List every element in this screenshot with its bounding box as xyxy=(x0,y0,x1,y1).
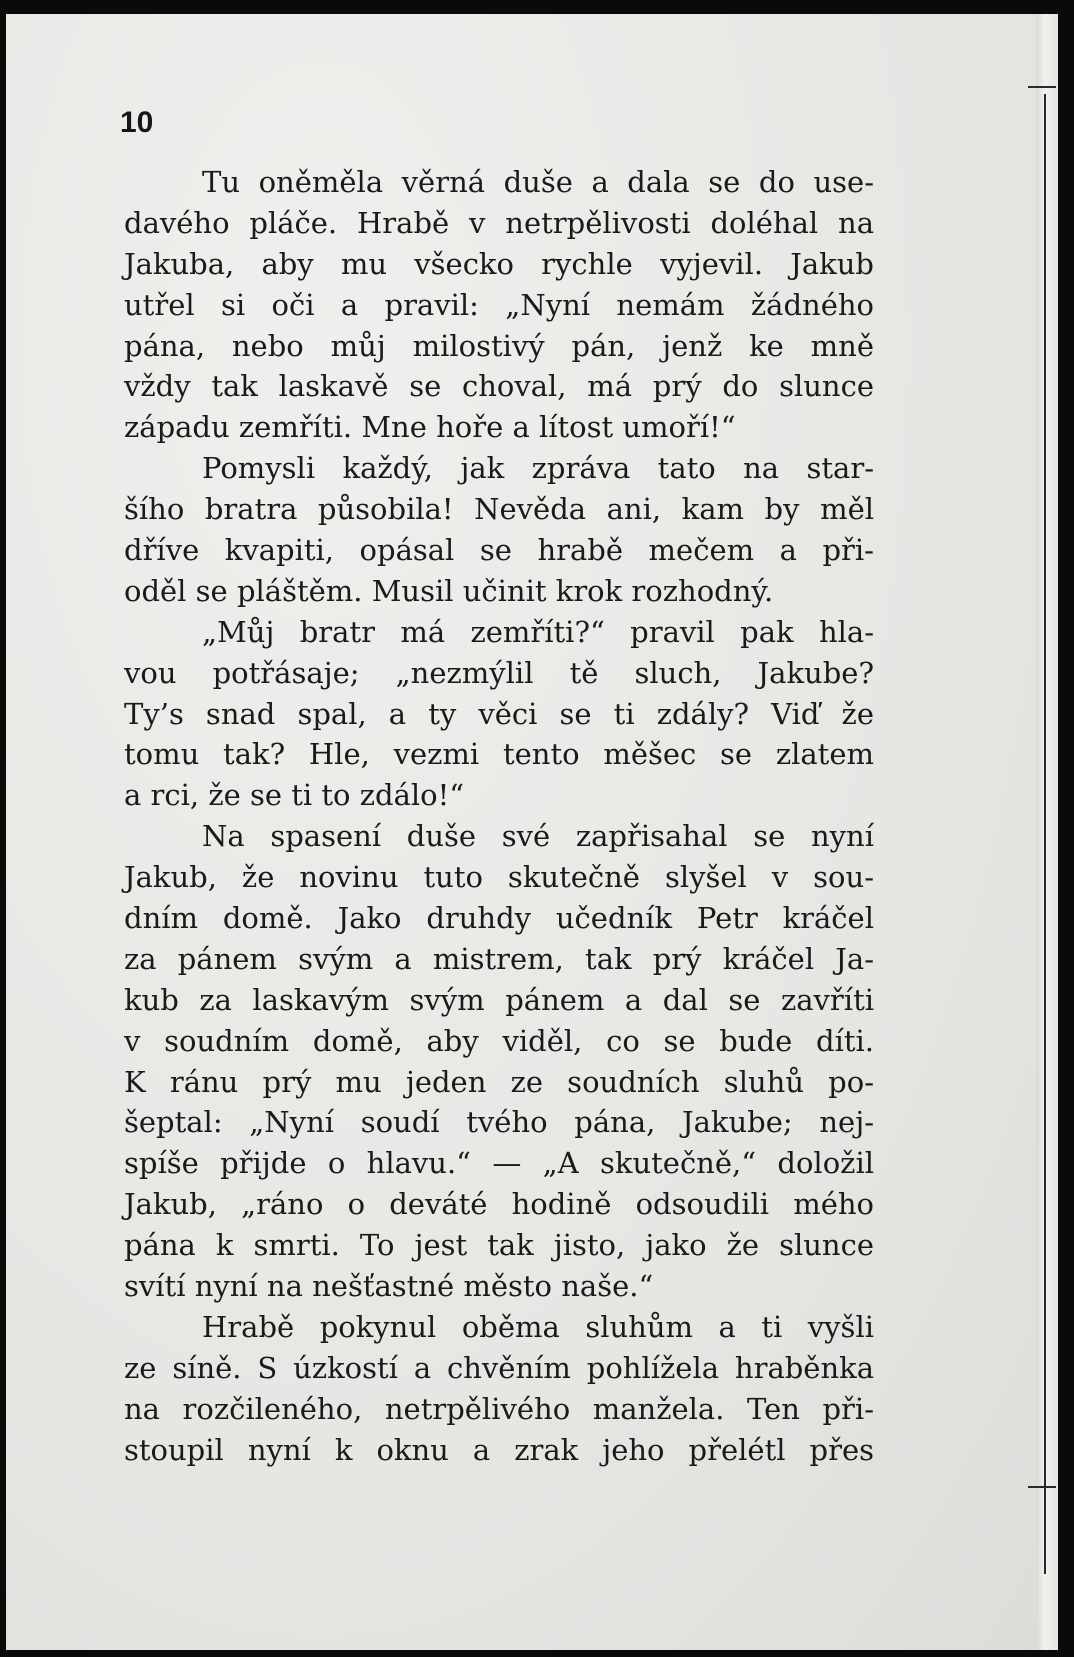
text-line: pána k smrti. To jest tak jisto, jako že slunce xyxy=(124,1228,874,1263)
text-line: „Můj bratr má zemříti?“ pravil pak hla- xyxy=(202,614,874,649)
text-line: K ránu prý mu jeden ze soudních sluhů po- xyxy=(124,1064,874,1099)
body-text xyxy=(124,162,874,1471)
edge-tick xyxy=(1028,86,1056,88)
text-line: dním domě. Jako druhdy učedník Petr kráčel xyxy=(124,901,874,936)
text-line: vždy tak laskavě se choval, má prý do slunce xyxy=(124,369,874,404)
text-line: západu zemříti. Mne hoře a lítost umoří!“ xyxy=(124,410,736,445)
text-line: a rci, že se ti to zdálo!“ xyxy=(124,778,465,813)
page-edge xyxy=(1036,14,1058,1650)
text-line: oděl se pláštěm. Musil učinit krok rozhodný. xyxy=(124,573,774,608)
edge-rule xyxy=(1044,94,1046,1574)
text-line: v soudním domě, aby viděl, co se bude díti. xyxy=(124,1023,874,1058)
edge-tick xyxy=(1028,1486,1056,1488)
text-line: na rozčileného, netrpělivého manžela. Ten při- xyxy=(124,1391,874,1426)
text-line: za pánem svým a mistrem, tak prý kráčel Ja- xyxy=(124,941,874,976)
text-line: šeptal: „Nyní soudí tvého pána, Jakube; nej- xyxy=(124,1105,874,1140)
text-line: davého pláče. Hrabě v netrpělivosti doléhal na xyxy=(124,205,874,240)
text-line: Na spasení duše své zapřisahal se nyní xyxy=(202,819,874,854)
text-line: Ty’s snad spal, a ty věci se ti zdály? Viď že xyxy=(124,696,874,731)
text-line: spíše přijde o hlavu.“ — „A skutečně,“ doložil xyxy=(124,1146,874,1181)
page-number: 10 xyxy=(120,106,154,139)
text-line: stoupil nyní k oknu a zrak jeho přelétl přes xyxy=(124,1432,874,1467)
text-line: dříve kvapiti, opásal se hrabě mečem a při- xyxy=(124,533,874,568)
text-line: Jakub, „ráno o deváté hodině odsoudili mého xyxy=(124,1187,874,1222)
text-line: Jakub, že novinu tuto skutečně slyšel v sou- xyxy=(124,860,874,895)
text-line: Jakuba, aby mu všecko rychle vyjevil. Jakub xyxy=(124,246,874,281)
book-page xyxy=(6,14,1058,1650)
text-line: Hrabě pokynul oběma sluhům a ti vyšli xyxy=(202,1309,874,1344)
text-line: šího bratra působila! Nevěda ani, kam by měl xyxy=(124,492,874,527)
text-line: svítí nyní na nešťastné město naše.“ xyxy=(124,1269,654,1304)
text-line: utřel si oči a pravil: „Nyní nemám žádného xyxy=(124,287,874,322)
text-line: ze síně. S úzkostí a chvěním pohlížela hraběnka xyxy=(124,1350,874,1385)
text-line: Tu oněměla věrná duše a dala se do use- xyxy=(202,165,874,199)
text-line: Pomysli každý, jak zpráva tato na star- xyxy=(202,451,874,486)
text-line: vou potřásaje; „nezmýlil tě sluch, Jakube? xyxy=(124,655,874,690)
text-line: kub za laskavým svým pánem a dal se zavříti xyxy=(124,982,874,1017)
text-line: pána, nebo můj milostivý pán, jenž ke mně xyxy=(124,328,874,363)
text-line: tomu tak? Hle, vezmi tento měšec se zlatem xyxy=(124,737,874,772)
